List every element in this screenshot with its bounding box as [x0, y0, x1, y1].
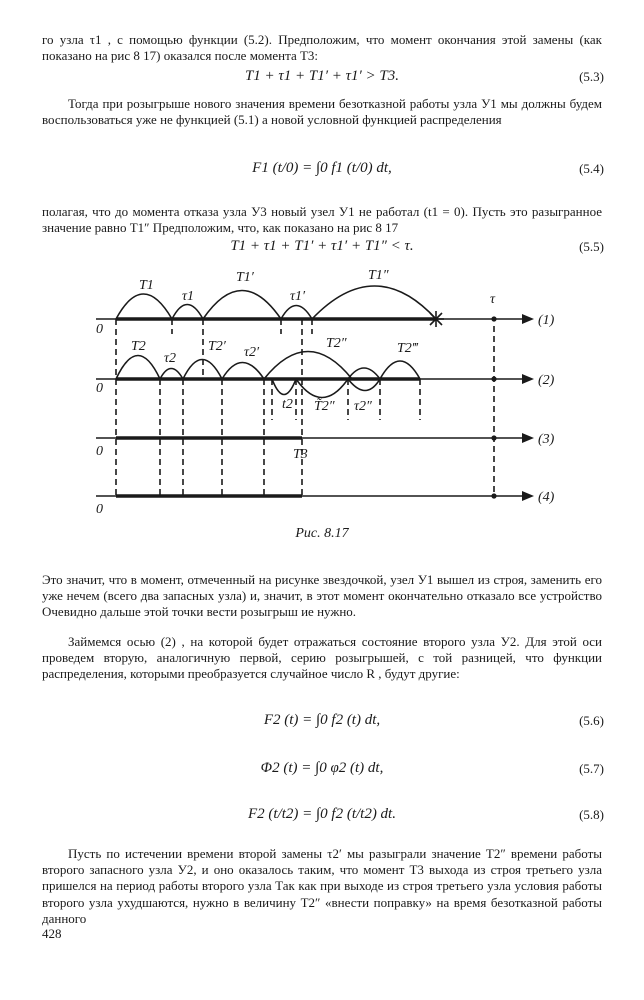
tau-label: τ — [490, 292, 496, 307]
paragraph-5: Займемся осью (2) , на которой будет отражаться состояние второго узла У2. Для этой оси проведем вторую, аналогичную первой, серию розыгрышей, с той разницей, что функции распределения, которыми преобразуется случайное число R , будут другие: — [42, 634, 602, 682]
label-T2-triple-prime: T2‴ — [397, 341, 418, 356]
page-number: 428 — [42, 926, 62, 941]
label-tau1-prime: τ1′ — [290, 289, 306, 304]
label-T2: T2 — [131, 339, 146, 354]
axis-3-name: (3) — [538, 432, 555, 447]
formula-5-7-expression: Φ2 (t) = ∫0 φ2 (t) dt, — [260, 760, 384, 776]
label-T2-prime: T2′ — [208, 339, 226, 354]
axis-2-origin-label: 0 — [96, 381, 103, 396]
formula-5-5-expression: T1 + τ1 + T1′ + τ1′ + T1″ < τ. — [230, 238, 414, 254]
label-tau2-double-prime: τ2″ — [354, 399, 372, 414]
formula-5-6-number: (5.6) — [579, 713, 604, 728]
formula-5-6 — [0, 712, 644, 732]
formula-5-5 — [0, 238, 644, 258]
paragraph-4: Это значит, что в момент, отмеченный на рисунке звездочкой, узел У1 вышел из строя, заменить его уже нечем (всего два запасных узла) и, значит, в этот момент окончательно отказало все устройство Очевидно дальше этой точки вести розыгрыш ие нужно. — [42, 572, 602, 620]
axis-4-origin-label: 0 — [96, 502, 103, 517]
figure-caption: Рис. 8.17 — [295, 526, 349, 541]
formula-5-4-number: (5.4) — [579, 161, 604, 176]
label-tau2-prime: τ2′ — [244, 345, 260, 360]
formula-5-4-expression: F1 (t/0) = ∫0 f1 (t/0) dt, — [252, 160, 392, 176]
axis-2-name: (2) — [538, 373, 555, 388]
label-T2-tilde: T̃2″ — [314, 399, 335, 414]
formula-5-4 — [0, 160, 644, 180]
label-T1: T1 — [139, 278, 154, 293]
paragraph-1: го узла τ1 , с помощью функции (5.2). Предположим, что момент окончания этой замены (как показано на рис 8 17) оказался после момента T3: — [42, 32, 602, 64]
formula-5-3 — [0, 68, 644, 88]
formula-5-7-number: (5.7) — [579, 761, 604, 776]
label-t2: t2 — [282, 397, 293, 412]
paragraph-3: полагая, что до момента отказа узла У3 новый узел У1 не работал (t1 = 0). Пусть это разыгранное значение равно T1″ Предположим, что, как показано на рис 8 17 — [42, 204, 602, 236]
axis-4-name: (4) — [538, 490, 555, 505]
timing-diagram — [0, 262, 644, 522]
axis-3-origin-label: 0 — [96, 444, 103, 459]
formula-5-3-expression: T1 + τ1 + T1′ + τ1′ > T3. — [244, 68, 400, 84]
axis-1-name: (1) — [538, 313, 555, 328]
label-tau1: τ1 — [182, 289, 195, 304]
formula-5-6-expression: F2 (t) = ∫0 f2 (t) dt, — [263, 712, 381, 728]
formula-5-5-number: (5.5) — [579, 239, 604, 254]
axis-1-origin-label: 0 — [96, 322, 103, 337]
failure-star-icon — [428, 311, 444, 327]
label-tau2: τ2 — [164, 351, 177, 366]
label-T3: T3 — [293, 447, 308, 462]
formula-5-8 — [0, 806, 644, 826]
label-T2-double-prime: T2″ — [326, 336, 347, 351]
paragraph-2: Тогда при розыгрыше нового значения времени безотказной работы узла У1 мы должны будем воспользоваться уже не функцией (5.1) а новой условной функцией распределения — [42, 96, 602, 128]
formula-5-7 — [0, 760, 644, 780]
label-T1-prime: T1′ — [236, 270, 254, 285]
formula-5-8-expression: F2 (t/t2) = ∫0 f2 (t/t2) dt. — [248, 806, 396, 822]
paragraph-6: Пусть по истечении времени второй замены τ2′ мы разыграли значение T2″ времени работы второго запасного узла У2, и оно оказалось таким, что момент T3 выхода из строя третьего узла пришелся на период работы второго узла Так как при выходе из строя третьего узла условия работы второго узла ухудшаются, нужно в величину T2″ «внести поправку» на время безотказной работы данного — [42, 846, 602, 926]
formula-5-8-number: (5.8) — [579, 807, 604, 822]
label-T1-double-prime: T1″ — [368, 268, 389, 283]
formula-5-3-number: (5.3) — [579, 69, 604, 84]
